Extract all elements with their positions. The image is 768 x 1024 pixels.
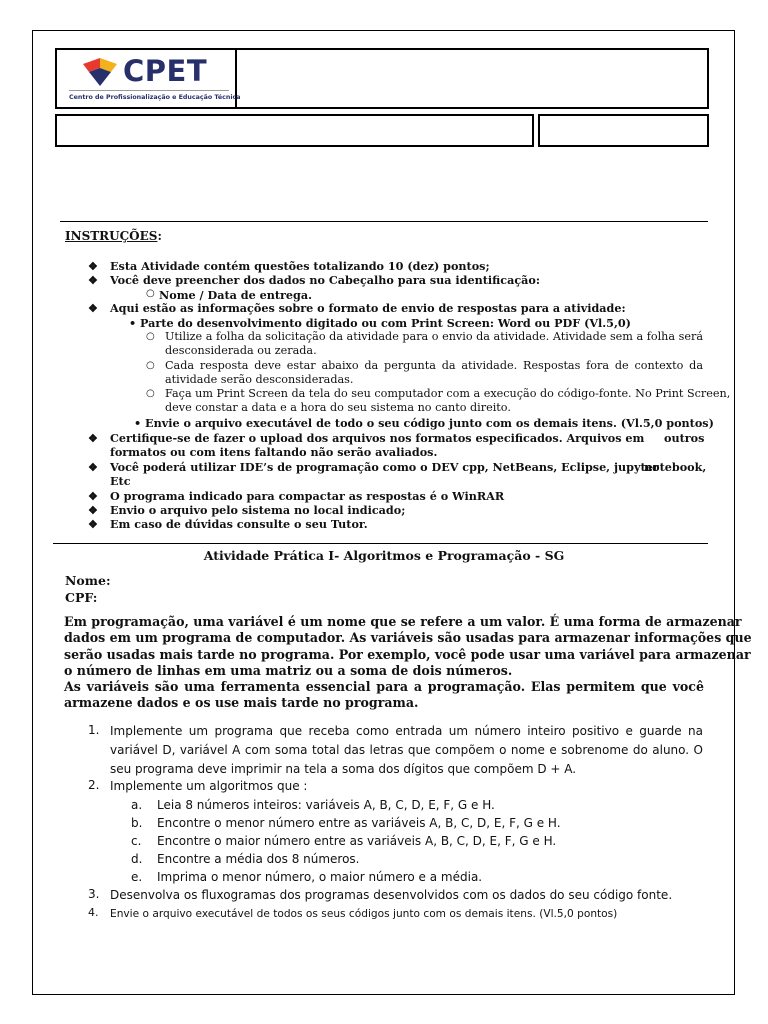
instruction-item-tail: notebook, (644, 460, 707, 474)
instruction-item: Você deve preencher dos dados no Cabeçalho para sua identificação: (110, 273, 541, 287)
instruction-item: Certifique-se de fazer o upload dos arquivos nos formatos especificados. Arquivos em (110, 431, 645, 445)
bullet-diamond-icon: ❖ (88, 490, 98, 503)
bullet-circle-icon: ○ (146, 388, 155, 399)
cpf-label: CPF: (65, 590, 98, 605)
question-2-subitem: Imprima o menor número, o maior número e a média. (157, 870, 483, 884)
divider-middle (53, 543, 708, 544)
question-1-line: Implemente um programa que receba como entrada um número inteiro positivo e guarde na (110, 724, 703, 738)
instruction-detail: Faça um Print Screen da tela do seu computador com a execução do código-fonte. No Print Screen, (165, 387, 731, 400)
activity-title: Atividade Prática I- Algoritmos e Programação - SG (203, 548, 565, 563)
intro-line: serão usadas mais tarde no programa. Por exemplo, você pode usar uma variável para armazenar (64, 646, 751, 662)
question-2-subitem: Encontre o menor número entre as variáveis A, B, C, D, E, F, G e H. (157, 816, 561, 830)
question-number: 4. (88, 906, 99, 919)
logo-text: CPET (123, 54, 208, 88)
subitem-marker: d. (131, 852, 143, 866)
instruction-subitem: • Envie o arquivo executável de todo o seu código junto com os demais itens. (Vl.5,0 pontos) (134, 416, 714, 430)
question-4-text: Envie o arquivo executável de todos os seus códigos junto com os demais itens. (Vl.5,0 pontos) (110, 908, 618, 920)
instruction-item-cont: Etc (110, 474, 131, 488)
question-1-line: variável D, variável A com soma total das letras que compõem o nome e sobrenome do aluno. O (110, 743, 703, 757)
instruction-item: O programa indicado para compactar as respostas é o WinRAR (110, 489, 505, 503)
subitem-marker: e. (131, 870, 143, 884)
bullet-diamond-icon: ❖ (88, 461, 98, 474)
instruction-detail: deve constar a data e a hora do seu sistema no canto direito. (165, 401, 511, 414)
bullet-circle-icon: ○ (146, 360, 155, 371)
intro-paragraph (64, 614, 752, 712)
header-name-field[interactable] (55, 114, 534, 147)
intro-line: Em programação, uma variável é um nome que se refere a um valor. É uma forma de armazenar (64, 614, 742, 629)
name-label: Nome: (65, 573, 111, 588)
bullet-circle-icon: ○ (146, 288, 155, 299)
intro-line: o número de linhas em uma matriz ou a soma de dois números. (64, 662, 513, 678)
instruction-item: Aqui estão as informações sobre o formato de envio de respostas para a atividade: (110, 301, 626, 315)
bullet-diamond-icon: ❖ (88, 260, 98, 273)
bullet-diamond-icon: ❖ (88, 432, 98, 445)
bullet-diamond-icon: ❖ (88, 518, 98, 531)
question-number: 3. (88, 887, 100, 901)
subitem-marker: a. (131, 798, 143, 812)
instruction-subitem: Nome / Data de entrega. (159, 288, 313, 302)
question-2-subitem: Encontre a média dos 8 números. (157, 852, 360, 866)
question-2-text: Implemente um algoritmos que : (110, 779, 308, 793)
logo-cell (57, 50, 241, 107)
instruction-detail: atividade serão desconsideradas. (165, 373, 354, 386)
intro-line: dados em um programa de computador. As variáveis são usadas para armazenar informações que (64, 630, 752, 646)
instructions-title: INSTRUÇÕES: (65, 229, 162, 243)
intro-line: armazene dados e os use mais tarde no programa. (64, 695, 419, 711)
subitem-marker: c. (131, 834, 142, 848)
instruction-item-tail: outros (664, 431, 705, 445)
logo-divider (69, 90, 229, 91)
instruction-detail: Utilize a folha da solicitação da atividade para o envio da atividade. Atividade sem a folha será (165, 330, 703, 343)
instruction-detail: Cada resposta deve estar abaixo da pergunta da atividade. Respostas fora de contexto da (165, 359, 703, 372)
bullet-diamond-icon: ❖ (88, 504, 98, 517)
logo-subtitle: Centro de Profissionalização e Educação Técnica (69, 94, 241, 101)
question-number: 1. (88, 723, 100, 737)
cpet-logo-icon (81, 58, 119, 88)
bullet-circle-icon: ○ (146, 331, 155, 342)
divider-top (60, 221, 708, 222)
instruction-item: Você poderá utilizar IDE’s de programação como o DEV cpp, NetBeans, Eclipse, jupyter (110, 460, 659, 474)
instruction-detail: desconsiderada ou zerada. (165, 344, 317, 357)
question-1-line: seu programa deve imprimir na tela a soma dos dígitos que compõem D + A. (110, 762, 577, 776)
instruction-item-cont: formatos ou com itens faltando não serão avaliados. (110, 445, 438, 459)
question-number: 2. (88, 778, 100, 792)
instruction-item: Em caso de dúvidas consulte o seu Tutor. (110, 517, 368, 531)
question-2-subitem: Encontre o maior número entre as variáveis A, B, C, D, E, F, G e H. (157, 834, 557, 848)
bullet-diamond-icon: ❖ (88, 302, 98, 315)
subitem-marker: b. (131, 816, 143, 830)
instruction-subitem: • Parte do desenvolvimento digitado ou com Print Screen: Word ou PDF (Vl.5,0) (129, 316, 631, 330)
question-3-text: Desenvolva os fluxogramas dos programas desenvolvidos com os dados do seu código fonte. (110, 888, 673, 902)
question-2-subitem: Leia 8 números inteiros: variáveis A, B, C, D, E, F, G e H. (157, 798, 495, 812)
header-table (55, 48, 709, 109)
intro-line: As variáveis são uma ferramenta essencial para a programação. Elas permitem que você (64, 679, 704, 695)
header-date-field[interactable] (538, 114, 709, 147)
instruction-item: Esta Atividade contém questões totalizando 10 (dez) pontos; (110, 259, 490, 273)
instruction-item: Envio o arquivo pelo sistema no local indicado; (110, 503, 406, 517)
bullet-diamond-icon: ❖ (88, 274, 98, 287)
